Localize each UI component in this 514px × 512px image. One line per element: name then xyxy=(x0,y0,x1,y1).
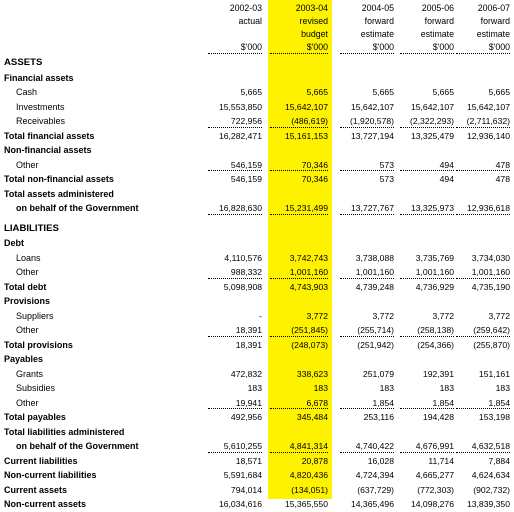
section-label: Total assets administered xyxy=(4,188,114,199)
header-unit: $'000 xyxy=(488,42,510,52)
cell-2002-03: 18,571 xyxy=(235,455,262,466)
cell-2005-06: 494 xyxy=(439,159,454,170)
cell-2006-07: (2,711,632) xyxy=(466,116,510,126)
subtotal-rule xyxy=(270,278,328,279)
cell-2006-07: 153,198 xyxy=(478,412,510,422)
cell-2003-04: 15,642,107 xyxy=(284,101,328,112)
cell-2004-05: 573 xyxy=(379,159,394,170)
cell-2006-07: 13,839,350 xyxy=(466,499,510,509)
cell-2005-06: 3,735,769 xyxy=(415,252,454,263)
table-row xyxy=(0,158,514,173)
header-year-2004-05: 2004-05 xyxy=(361,3,394,13)
cell-2002-03: 16,282,471 xyxy=(218,130,262,141)
section-heading-row xyxy=(0,294,514,309)
cell-2004-05: 1,854 xyxy=(372,397,394,408)
header-unit: $'000 xyxy=(306,42,328,52)
cell-2005-06: 15,642,107 xyxy=(410,101,454,112)
cell-2003-04: 1,001,160 xyxy=(289,267,328,277)
cell-2005-06: 11,714 xyxy=(428,455,454,466)
table-row xyxy=(0,280,514,295)
subtotal-rule xyxy=(270,408,328,409)
cell-2006-07: (902,732) xyxy=(473,484,510,495)
header-type-forward: forward xyxy=(364,16,394,26)
cell-2003-04: 70,346 xyxy=(301,159,328,170)
cell-2004-05: 14,365,496 xyxy=(350,499,394,509)
cell-2004-05: 251,079 xyxy=(362,368,394,379)
cell-2002-03: 546,159 xyxy=(230,174,262,184)
row-label: Current assets xyxy=(4,484,68,495)
cell-2002-03: 5,665 xyxy=(240,87,262,97)
cell-2003-04: 15,231,499 xyxy=(284,203,328,213)
cell-2005-06: 3,772 xyxy=(432,310,454,321)
cell-2003-04: 70,346 xyxy=(301,174,328,184)
row-label: Receivables xyxy=(16,116,66,126)
cell-2006-07: 12,936,140 xyxy=(466,130,510,141)
cell-2005-06: 4,676,991 xyxy=(415,441,454,451)
cell-2003-04: 15,365,550 xyxy=(284,499,328,509)
cell-2002-03: 16,828,630 xyxy=(218,203,262,213)
table-row xyxy=(0,381,514,396)
table-header xyxy=(0,2,514,54)
cell-2002-03: 18,391 xyxy=(235,339,262,350)
subtotal-rule xyxy=(400,452,454,453)
cell-2006-07: 478 xyxy=(495,174,510,184)
cell-2004-05: 4,740,422 xyxy=(355,441,394,451)
header-type-estimate: estimate xyxy=(476,29,510,39)
section-heading-row xyxy=(0,71,514,86)
cell-2003-04: 6,678 xyxy=(306,397,328,408)
cell-2004-05: 15,642,107 xyxy=(350,101,394,112)
subtotal-rule xyxy=(340,170,394,171)
cell-2002-03: 18,391 xyxy=(235,325,262,335)
subtotal-rule xyxy=(340,408,394,409)
cell-2004-05: 573 xyxy=(379,174,394,184)
header-underline xyxy=(456,53,510,54)
table-row xyxy=(0,85,514,100)
subtotal-rule xyxy=(208,127,262,128)
table-row xyxy=(0,454,514,469)
cell-2004-05: 4,739,248 xyxy=(355,281,394,292)
subtotal-rule xyxy=(456,408,510,409)
cell-2006-07: 183 xyxy=(495,383,510,393)
row-label: Non-current assets xyxy=(4,499,87,509)
cell-2004-05: 13,727,767 xyxy=(350,203,394,213)
section-heading-row xyxy=(0,236,514,251)
cell-2004-05: 4,724,394 xyxy=(355,470,394,480)
header-underline xyxy=(400,53,454,54)
cell-2003-04: 4,743,903 xyxy=(289,281,328,292)
cell-2004-05: (637,729) xyxy=(357,484,394,495)
table-row xyxy=(0,114,514,129)
cell-2003-04: 20,878 xyxy=(301,455,328,466)
cell-2002-03: 4,110,576 xyxy=(224,252,262,263)
header-type-estimate: estimate xyxy=(420,29,454,39)
header-type-row-2 xyxy=(0,28,514,41)
subtotal-rule xyxy=(400,214,454,215)
row-label: Grants xyxy=(16,368,44,379)
cell-2004-05: 183 xyxy=(379,383,394,393)
cell-2003-04: (251,845) xyxy=(291,325,328,335)
table-row xyxy=(0,100,514,115)
subtotal-rule xyxy=(270,214,328,215)
row-label: Other xyxy=(16,267,39,277)
cell-2005-06: 13,325,479 xyxy=(410,130,454,141)
cell-2003-04: 183 xyxy=(313,383,328,393)
cell-2003-04: 5,665 xyxy=(306,87,328,97)
row-label: Subsidies xyxy=(16,383,56,393)
table-row xyxy=(0,172,514,187)
header-year-2003-04: 2003-04 xyxy=(295,3,328,13)
cell-2006-07: 4,624,634 xyxy=(471,470,510,480)
table-row xyxy=(0,129,514,144)
cell-2004-05: 13,727,194 xyxy=(350,130,394,141)
row-label: Cash xyxy=(16,87,38,97)
header-type-forward: forward xyxy=(424,16,454,26)
table-row xyxy=(0,338,514,353)
table-row xyxy=(0,396,514,411)
table-row xyxy=(0,323,514,338)
section-heading-row xyxy=(0,56,514,71)
cell-2004-05: 5,665 xyxy=(372,87,394,97)
subtotal-rule xyxy=(340,214,394,215)
subtotal-rule xyxy=(270,127,328,128)
row-label: Total non-financial assets xyxy=(4,174,114,184)
header-type-revised: revised xyxy=(299,16,328,26)
cell-2006-07: 478 xyxy=(495,159,510,170)
cell-2003-04: 15,161,153 xyxy=(284,130,328,141)
header-type-forward: forward xyxy=(480,16,510,26)
cell-2006-07: 12,936,618 xyxy=(466,203,510,213)
cell-2005-06: 194,428 xyxy=(422,412,454,422)
cell-2002-03: 5,098,908 xyxy=(223,281,262,292)
table-row xyxy=(0,410,514,425)
cell-2004-05: (1,920,578) xyxy=(350,116,394,126)
section-label: Non-financial assets xyxy=(4,145,92,155)
section-label: Debt xyxy=(4,238,24,248)
section-label: LIABILITIES xyxy=(4,222,59,234)
section-heading-row xyxy=(0,222,514,237)
cell-2006-07: 3,772 xyxy=(488,310,510,321)
cell-2005-06: 494 xyxy=(439,174,454,184)
subtotal-rule xyxy=(208,336,262,337)
cell-2006-07: 151,161 xyxy=(478,368,510,379)
cell-2005-06: (254,366) xyxy=(417,339,454,350)
subtotal-rule xyxy=(400,408,454,409)
cell-2006-07: 3,734,030 xyxy=(471,252,510,263)
cell-2006-07: 1,854 xyxy=(488,397,510,408)
table-row xyxy=(0,367,514,382)
cell-2003-04: 338,623 xyxy=(296,368,328,379)
cell-2002-03: - xyxy=(259,310,262,321)
cell-2004-05: 1,001,160 xyxy=(355,267,394,277)
subtotal-rule xyxy=(340,127,394,128)
cell-2006-07: (259,642) xyxy=(473,325,510,335)
subtotal-rule xyxy=(270,336,328,337)
row-label: on behalf of the Government xyxy=(16,441,139,451)
row-label: Non-current liabilities xyxy=(4,470,97,480)
cell-2005-06: 5,665 xyxy=(432,87,454,97)
cell-2006-07: 5,665 xyxy=(488,87,510,97)
cell-2002-03: 988,332 xyxy=(230,267,262,277)
cell-2003-04: 3,742,743 xyxy=(289,252,328,263)
subtotal-rule xyxy=(208,214,262,215)
header-unit: $'000 xyxy=(372,42,394,52)
row-label: Other xyxy=(16,325,39,335)
cell-2005-06: (2,322,293) xyxy=(410,116,454,126)
table-row xyxy=(0,201,514,216)
cell-2005-06: 1,854 xyxy=(432,397,454,408)
section-label: Payables xyxy=(4,354,44,364)
subtotal-rule xyxy=(270,170,328,171)
header-underline xyxy=(270,53,328,54)
table-row xyxy=(0,497,514,512)
cell-2005-06: 4,736,929 xyxy=(415,281,454,292)
row-label: Suppliers xyxy=(16,310,54,321)
subtotal-rule xyxy=(400,336,454,337)
cell-2004-05: 3,738,088 xyxy=(355,252,394,263)
subtotal-rule xyxy=(208,408,262,409)
cell-2003-04: 4,820,436 xyxy=(289,470,328,480)
cell-2002-03: 5,591,684 xyxy=(223,470,262,480)
cell-2005-06: 14,098,276 xyxy=(410,499,454,509)
subtotal-rule xyxy=(208,452,262,453)
cell-2005-06: 1,001,160 xyxy=(415,267,454,277)
cell-2003-04: (486,619) xyxy=(291,116,328,126)
row-label: Total payables xyxy=(4,412,66,422)
cell-2003-04: (248,073) xyxy=(291,339,328,350)
row-label: Loans xyxy=(16,252,41,263)
subtotal-rule xyxy=(340,278,394,279)
subtotal-rule xyxy=(400,170,454,171)
cell-2003-04: 4,841,314 xyxy=(289,441,328,451)
table-row xyxy=(0,251,514,266)
cell-2002-03: 19,941 xyxy=(235,397,262,408)
cell-2004-05: (255,714) xyxy=(357,325,394,335)
table-row xyxy=(0,468,514,483)
cell-2006-07: (255,870) xyxy=(473,339,510,350)
subtotal-rule xyxy=(400,278,454,279)
header-year-2005-06: 2005-06 xyxy=(421,3,454,13)
cell-2005-06: 183 xyxy=(439,383,454,393)
cell-2003-04: 3,772 xyxy=(306,310,328,321)
header-underline xyxy=(208,53,262,54)
cell-2006-07: 4,632,518 xyxy=(471,441,510,451)
table-row xyxy=(0,265,514,280)
cell-2003-04: 345,484 xyxy=(296,412,328,422)
cell-2002-03: 794,014 xyxy=(230,484,262,495)
section-label: Financial assets xyxy=(4,72,74,83)
table-row xyxy=(0,309,514,324)
row-label: Other xyxy=(16,397,39,408)
subtotal-rule xyxy=(456,452,510,453)
header-unit: $'000 xyxy=(240,42,262,52)
header-underline xyxy=(340,53,394,54)
header-unit: $'000 xyxy=(432,42,454,52)
cell-2004-05: 253,116 xyxy=(363,412,394,422)
section-label: Provisions xyxy=(4,296,51,306)
cell-2004-05: 16,028 xyxy=(367,455,394,466)
header-year-2006-07: 2006-07 xyxy=(477,3,510,13)
row-label: Current liabilities xyxy=(4,455,78,466)
cell-2004-05: (251,942) xyxy=(357,339,394,350)
cell-2002-03: 722,956 xyxy=(230,116,262,126)
section-heading-row xyxy=(0,425,514,440)
row-label: on behalf of the Government xyxy=(16,203,139,213)
header-type-budget: budget xyxy=(301,29,328,39)
cell-2006-07: 1,001,160 xyxy=(471,267,510,277)
subtotal-rule xyxy=(456,278,510,279)
header-year-2002-03: 2002-03 xyxy=(229,3,262,13)
section-label: Total liabilities administered xyxy=(4,426,125,437)
cell-2005-06: 192,391 xyxy=(422,368,454,379)
subtotal-rule xyxy=(340,452,394,453)
section-heading-row xyxy=(0,187,514,202)
section-heading-row xyxy=(0,352,514,367)
header-type-row-1 xyxy=(0,15,514,28)
cell-2002-03: 183 xyxy=(247,383,262,393)
section-heading-row xyxy=(0,143,514,158)
cell-2002-03: 546,159 xyxy=(230,159,262,170)
cell-2005-06: 4,665,277 xyxy=(415,470,454,480)
statement-table xyxy=(0,56,514,512)
subtotal-rule xyxy=(208,278,262,279)
cell-2002-03: 472,832 xyxy=(230,368,262,379)
cell-2006-07: 4,735,190 xyxy=(471,281,510,292)
section-label: ASSETS xyxy=(4,57,43,68)
cell-2005-06: (258,138) xyxy=(417,325,454,335)
cell-2005-06: (772,303) xyxy=(417,484,454,495)
cell-2004-05: 3,772 xyxy=(372,310,394,321)
row-label: Total provisions xyxy=(4,339,73,350)
header-type-actual: actual xyxy=(238,16,262,26)
subtotal-rule xyxy=(400,127,454,128)
table-row xyxy=(0,439,514,454)
row-label: Total debt xyxy=(4,281,47,292)
header-type-estimate: estimate xyxy=(360,29,394,39)
row-label: Total financial assets xyxy=(4,130,95,141)
subtotal-rule xyxy=(208,170,262,171)
subtotal-rule xyxy=(456,170,510,171)
subtotal-rule xyxy=(456,336,510,337)
header-years-row xyxy=(0,2,514,15)
cell-2006-07: 15,642,107 xyxy=(466,101,510,112)
cell-2005-06: 13,325,973 xyxy=(410,203,454,213)
cell-2002-03: 16,034,616 xyxy=(218,499,262,509)
subtotal-rule xyxy=(456,127,510,128)
cell-2002-03: 492,956 xyxy=(230,412,262,422)
subtotal-rule xyxy=(456,214,510,215)
cell-2002-03: 5,610,255 xyxy=(223,441,262,451)
table-row xyxy=(0,483,514,498)
row-label: Investments xyxy=(16,101,65,112)
cell-2006-07: 7,884 xyxy=(488,455,510,466)
cell-2003-04: (134,051) xyxy=(291,484,328,495)
subtotal-rule xyxy=(270,452,328,453)
subtotal-rule xyxy=(340,336,394,337)
cell-2002-03: 15,553,850 xyxy=(218,101,262,112)
row-label: Other xyxy=(16,159,39,170)
